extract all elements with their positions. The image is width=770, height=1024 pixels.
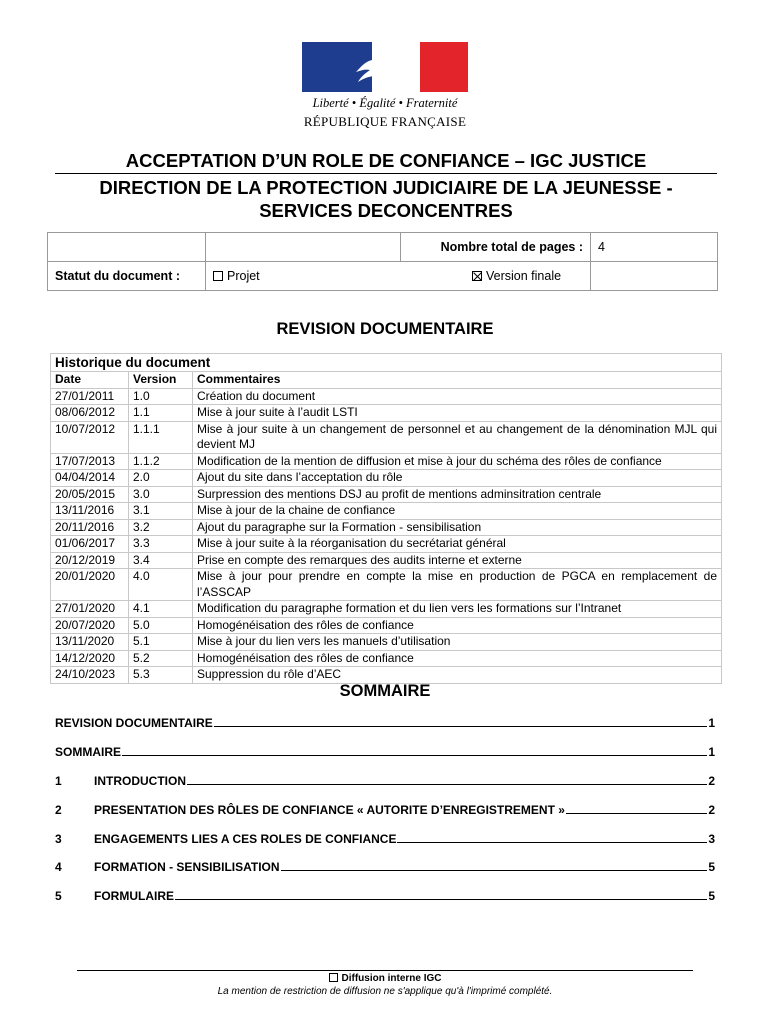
history-date: 27/01/2020 [51,601,129,618]
toc-entry[interactable] [55,860,715,874]
history-comment: Modification du paragraphe formation et du lien vers les formations sur l’Intranet [193,601,722,618]
history-date: 01/06/2017 [51,536,129,553]
history-comment: Mise à jour suite à l’audit LSTI [193,405,722,422]
history-version: 1.1.2 [129,453,193,470]
logo-motto: Liberté • Égalité • Fraternité [312,96,458,110]
table-row [51,405,722,422]
history-version: 1.1.1 [129,421,193,453]
table-row [51,470,722,487]
history-date: 24/10/2023 [51,667,129,684]
status-final-cell [591,262,718,291]
history-version: 1.1 [129,405,193,422]
draft-label: Projet [227,269,260,283]
toc-leader [122,746,707,756]
footer-diffusion-label: Diffusion interne IGC [341,973,442,984]
toc-entry[interactable] [55,832,715,846]
table-row [51,503,722,520]
title-line-1: ACCEPTATION D’UN ROLE DE CONFIANCE – IGC JUSTICE [55,150,717,174]
history-header-cell: Commentaires [193,372,722,389]
history-comment: Création du document [193,388,722,405]
history-header-cell: Date [51,372,129,389]
history-comment: Mise à jour du lien vers les manuels d’utilisation [193,634,722,651]
history-header-row [51,372,722,389]
history-comment: Prise en compte des remarques des audits interne et externe [193,552,722,569]
history-comment: Mise à jour de la chaine de confiance [193,503,722,520]
toc-text: SOMMAIRE [55,745,121,759]
table-row [51,617,722,634]
toc-text: REVISION DOCUMENTAIRE [55,716,213,730]
toc-page: 2 [708,803,715,817]
history-comment: Suppression du rôle d’AEC [193,667,722,684]
document-title [55,150,717,222]
history-version: 5.3 [129,667,193,684]
toc-leader [566,804,707,814]
toc-page: 1 [708,716,715,730]
revision-heading: REVISION DOCUMENTAIRE [276,320,494,338]
marianne-profile-icon [330,42,420,92]
toc-number: 1 [55,774,62,788]
toc-page: 3 [708,832,715,846]
table-row [51,601,722,618]
table-row [51,634,722,651]
history-version: 5.0 [129,617,193,634]
footer-divider [77,970,693,971]
table-row [51,453,722,470]
history-comment: Mise à jour pour prendre en compte la mise en production de PGCA en remplacement de l’ASSCAP [193,569,722,601]
history-comment: Ajout du paragraphe sur la Formation - sensibilisation [193,519,722,536]
toc-entry[interactable] [55,889,715,903]
toc-entry[interactable] [55,774,715,788]
history-version: 3.0 [129,486,193,503]
sommaire-heading: SOMMAIRE [339,682,431,700]
table-row [51,667,722,684]
history-caption: Historique du document [51,354,722,372]
history-date: 27/01/2011 [51,388,129,405]
toc-leader [214,717,708,727]
toc-number: 5 [55,889,62,903]
toc-leader [187,775,707,785]
toc-leader [281,861,708,871]
table-row [51,486,722,503]
history-header-cell: Version [129,372,193,389]
history-version: 3.3 [129,536,193,553]
history-version: 5.1 [129,634,193,651]
history-table [50,353,722,684]
history-version: 5.2 [129,650,193,667]
history-comment: Mise à jour suite à un changement de personnel et au changement de la dénomination MJL qui devient MJ [193,421,722,453]
pages-value: 4 [591,233,718,262]
footer-diffusion [0,973,770,984]
toc-leader [175,890,707,900]
history-comment: Mise à jour suite à la réorganisation du secrétariat général [193,536,722,553]
document-status-table [47,232,718,291]
history-comment: Homogénéisation des rôles de confiance [193,617,722,634]
toc-number: 4 [55,860,62,874]
title-line-2: DIRECTION DE LA PROTECTION JUDICIAIRE DE LA JEUNESSE - SERVICES DECONCENTRES [99,177,673,221]
toc-page: 5 [708,889,715,903]
toc-entry[interactable] [55,745,715,759]
table-row [51,421,722,453]
history-version: 4.0 [129,569,193,601]
logo-republic-name: RÉPUBLIQUE FRANÇAISE [303,114,467,129]
final-checkbox-checked-icon [472,271,482,281]
table-row [51,569,722,601]
history-date: 20/12/2019 [51,552,129,569]
history-comment: Homogénéisation des rôles de confiance [193,650,722,667]
history-version: 1.0 [129,388,193,405]
footer-mention: La mention de restriction de diffusion ne s'applique qu'à l'imprimé complété. [217,986,553,997]
toc-entry[interactable] [55,803,715,817]
final-option [472,269,561,283]
table-row [51,536,722,553]
toc-text: ENGAGEMENTS LIES A CES ROLES DE CONFIANCE [94,832,397,846]
table-row [51,552,722,569]
table-row [51,519,722,536]
toc-entry[interactable] [55,716,715,730]
toc-text: INTRODUCTION [94,774,186,788]
toc-page: 5 [708,860,715,874]
draft-checkbox-icon [213,271,223,281]
history-date: 20/05/2015 [51,486,129,503]
republique-francaise-logo [302,42,468,134]
history-date: 10/07/2012 [51,421,129,453]
toc-page: 1 [708,745,715,759]
history-date: 04/04/2014 [51,470,129,487]
history-date: 17/07/2013 [51,453,129,470]
table-row [51,388,722,405]
history-version: 3.2 [129,519,193,536]
history-date: 13/11/2016 [51,503,129,520]
history-comment: Modification de la mention de diffusion et mise à jour du schéma des rôles de confiance [193,453,722,470]
history-date: 08/06/2012 [51,405,129,422]
toc-number: 2 [55,803,62,817]
history-comment: Ajout du site dans l’acceptation du rôle [193,470,722,487]
toc-leader [397,833,707,843]
history-date: 20/01/2020 [51,569,129,601]
history-version: 4.1 [129,601,193,618]
history-date: 14/12/2020 [51,650,129,667]
table-row [51,650,722,667]
toc-text: FORMULAIRE [94,889,174,903]
pages-label: Nombre total de pages : [401,233,591,262]
history-date: 20/11/2016 [51,519,129,536]
toc-text: PRESENTATION DES RÔLES DE CONFIANCE « AUTORITE D’ENREGISTREMENT » [94,803,565,817]
diffusion-checkbox-icon [329,973,338,982]
toc-text: FORMATION - SENSIBILISATION [94,860,280,874]
status-label: Statut du document : [48,262,206,291]
history-date: 13/11/2020 [51,634,129,651]
final-label: Version finale [486,269,562,283]
history-version: 3.4 [129,552,193,569]
toc-page: 2 [708,774,715,788]
history-version: 3.1 [129,503,193,520]
history-comment: Surpression des mentions DSJ au profit de mentions adminsitration centrale [193,486,722,503]
toc-number: 3 [55,832,62,846]
history-date: 20/07/2020 [51,617,129,634]
history-version: 2.0 [129,470,193,487]
